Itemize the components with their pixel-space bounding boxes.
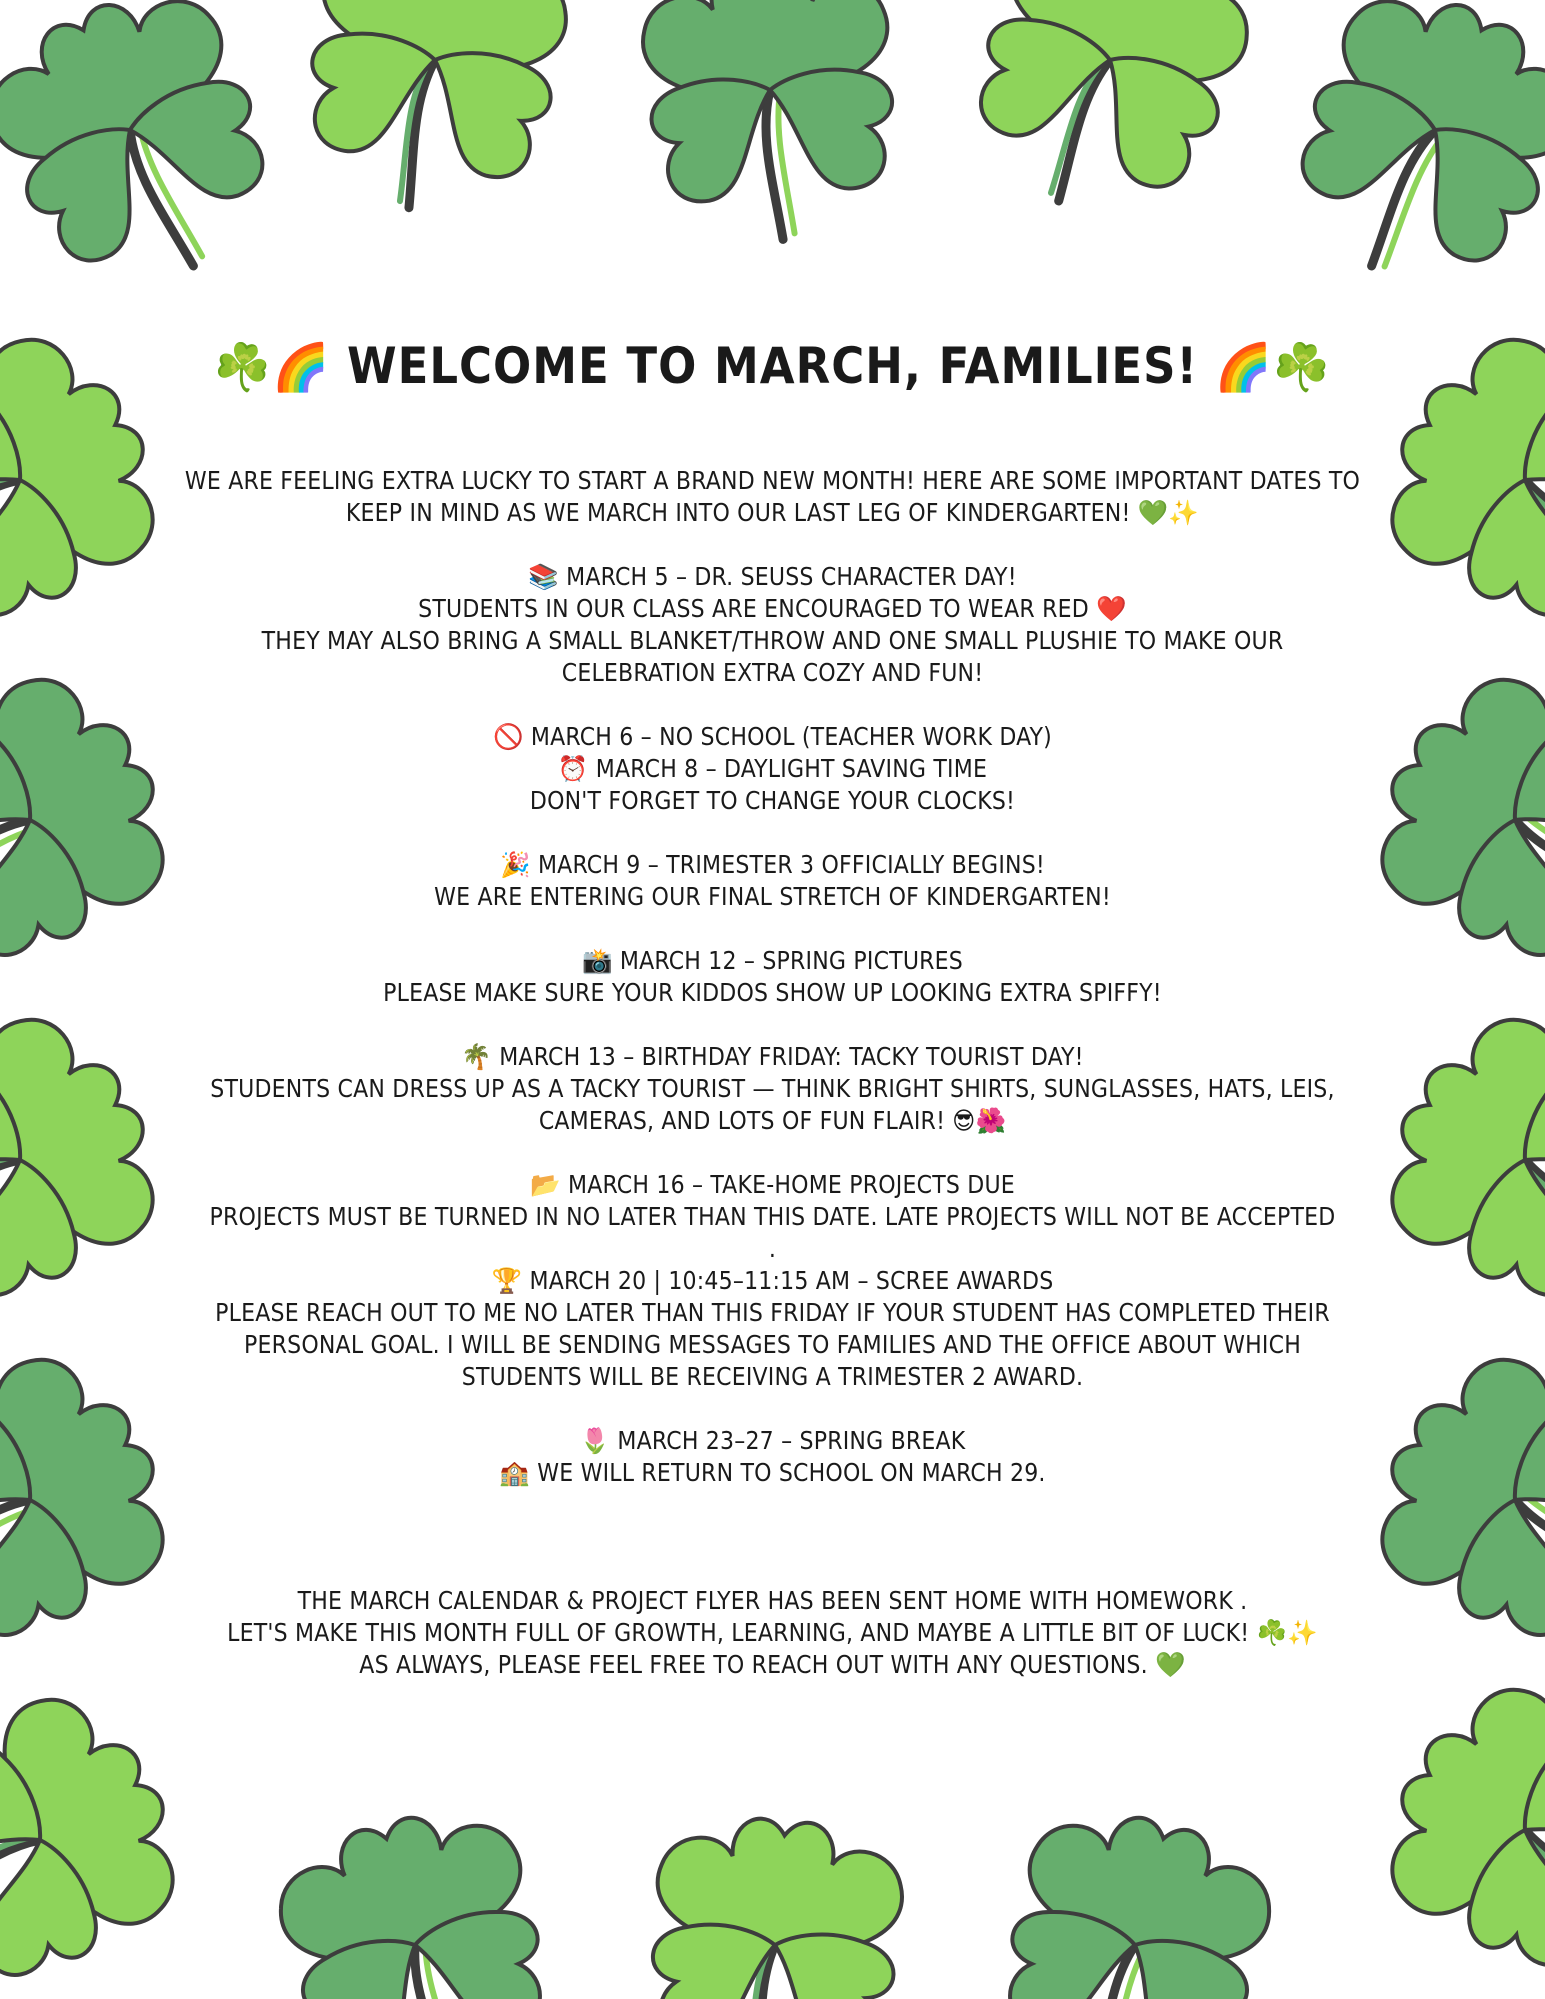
event-projects-due (175, 1169, 1370, 1265)
intro-paragraph (175, 465, 1370, 529)
event-birthday-friday (175, 1041, 1370, 1137)
shamrock-icon (231, 1761, 598, 1999)
text-line: CAMERAS, AND LOTS OF FUN FLAIR! 😎🌺 (538, 1106, 1007, 1135)
event-heading: ⏰ MARCH 8 – DAYLIGHT SAVING TIME (557, 754, 988, 783)
shamrock-icon (1236, 0, 1545, 329)
shamrock-rainbow-icon: ☘️🌈 (213, 340, 331, 394)
text-line: WE ARE ENTERING OUR FINAL STRETCH OF KINDERGARTEN! (434, 882, 1111, 911)
text-line: WE ARE FEELING EXTRA LUCKY TO START A BRAND NEW MONTH! HERE ARE SOME IMPORTANT DATES TO (184, 466, 1361, 495)
event-scree-awards (175, 1265, 1370, 1393)
event-heading: 🌷 MARCH 23–27 – SPRING BREAK (579, 1426, 966, 1455)
text-line: KEEP IN MIND AS WE MARCH INTO OUR LAST LEG OF KINDERGARTEN! 💚✨ (345, 498, 1200, 527)
page-title (175, 320, 1370, 412)
text-line: CELEBRATION EXTRA COZY AND FUN! (561, 658, 984, 687)
text-line: PROJECTS MUST BE TURNED IN NO LATER THAN THIS DATE. LATE PROJECTS WILL NOT BE ACCEPTED (209, 1202, 1336, 1231)
text-line: STUDENTS CAN DRESS UP AS A TACKY TOURIST — THINK BRIGHT SHIRTS, SUNGLASSES, HATS, LEIS, (210, 1074, 1335, 1103)
shamrock-icon (607, 0, 932, 253)
text-line: PERSONAL GOAL. I WILL BE SENDING MESSAGES TO FAMILIES AND THE OFFICE ABOUT WHICH (244, 1330, 1301, 1359)
flyer-content (175, 320, 1370, 1681)
event-heading: 📚 MARCH 5 – DR. SEUSS CHARACTER DAY! (528, 562, 1017, 591)
title-text: WELCOME TO MARCH, FAMILIES! (347, 337, 1198, 395)
text-line: THEY MAY ALSO BRING A SMALL BLANKET/THROW AND ONE SMALL PLUSHIE TO MAKE OUR (261, 626, 1284, 655)
event-heading: 🌴 MARCH 13 – BIRTHDAY FRIDAY: TACKY TOURIST DAY! (461, 1042, 1084, 1071)
event-spring-break (175, 1425, 1370, 1489)
event-spring-pictures (175, 945, 1370, 1009)
event-heading: 🎉 MARCH 9 – TRIMESTER 3 OFFICIALLY BEGINS! (500, 850, 1045, 879)
event-no-school-dst (175, 721, 1370, 817)
event-heading: 📂 MARCH 16 – TAKE-HOME PROJECTS DUE (530, 1170, 1015, 1199)
shamrock-icon (0, 1635, 245, 1999)
event-heading: 🚫 MARCH 6 – NO SCHOOL (TEACHER WORK DAY) (493, 722, 1052, 751)
text-line: PLEASE MAKE SURE YOUR KIDDOS SHOW UP LOOKING EXTRA SPIFFY! (383, 978, 1162, 1007)
text-line: . (768, 1234, 777, 1263)
text-line: STUDENTS IN OUR CLASS ARE ENCOURAGED TO WEAR RED ❤️ (418, 594, 1127, 623)
text-line: PLEASE REACH OUT TO ME NO LATER THAN THIS FRIDAY IF YOUR STUDENT HAS COMPLETED THEIR (215, 1298, 1330, 1327)
shamrock-icon (612, 1782, 937, 1999)
text-line: LET'S MAKE THIS MONTH FULL OF GROWTH, LEARNING, AND MAYBE A LITTLE BIT OF LUCK! ☘️✨ (227, 1618, 1318, 1647)
shamrock-icon (1320, 1625, 1545, 1999)
event-heading: 📸 MARCH 12 – SPRING PICTURES (582, 946, 963, 975)
closing-paragraph (175, 1585, 1370, 1681)
shamrock-icon (951, 1761, 1318, 1999)
text-line: AS ALWAYS, PLEASE FEEL FREE TO REACH OUT WITH ANY QUESTIONS. 💚 (359, 1650, 1186, 1679)
text-line: THE MARCH CALENDAR & PROJECT FLYER HAS BEEN SENT HOME WITH HOMEWORK . (297, 1586, 1248, 1615)
shamrock-icon (918, 0, 1303, 252)
rainbow-shamrock-icon: 🌈☘️ (1214, 340, 1332, 394)
text-line: DON'T FORGET TO CHANGE YOUR CLOCKS! (529, 786, 1016, 815)
event-seuss-day (175, 561, 1370, 689)
event-heading: 🏆 MARCH 20 | 10:45–11:15 AM – SCREE AWARDS (491, 1266, 1054, 1295)
text-line: STUDENTS WILL BE RECEIVING A TRIMESTER 2 AWARD. (461, 1362, 1084, 1391)
event-trimester-3 (175, 849, 1370, 913)
text-line: 🏫 WE WILL RETURN TO SCHOOL ON MARCH 29. (499, 1458, 1046, 1487)
